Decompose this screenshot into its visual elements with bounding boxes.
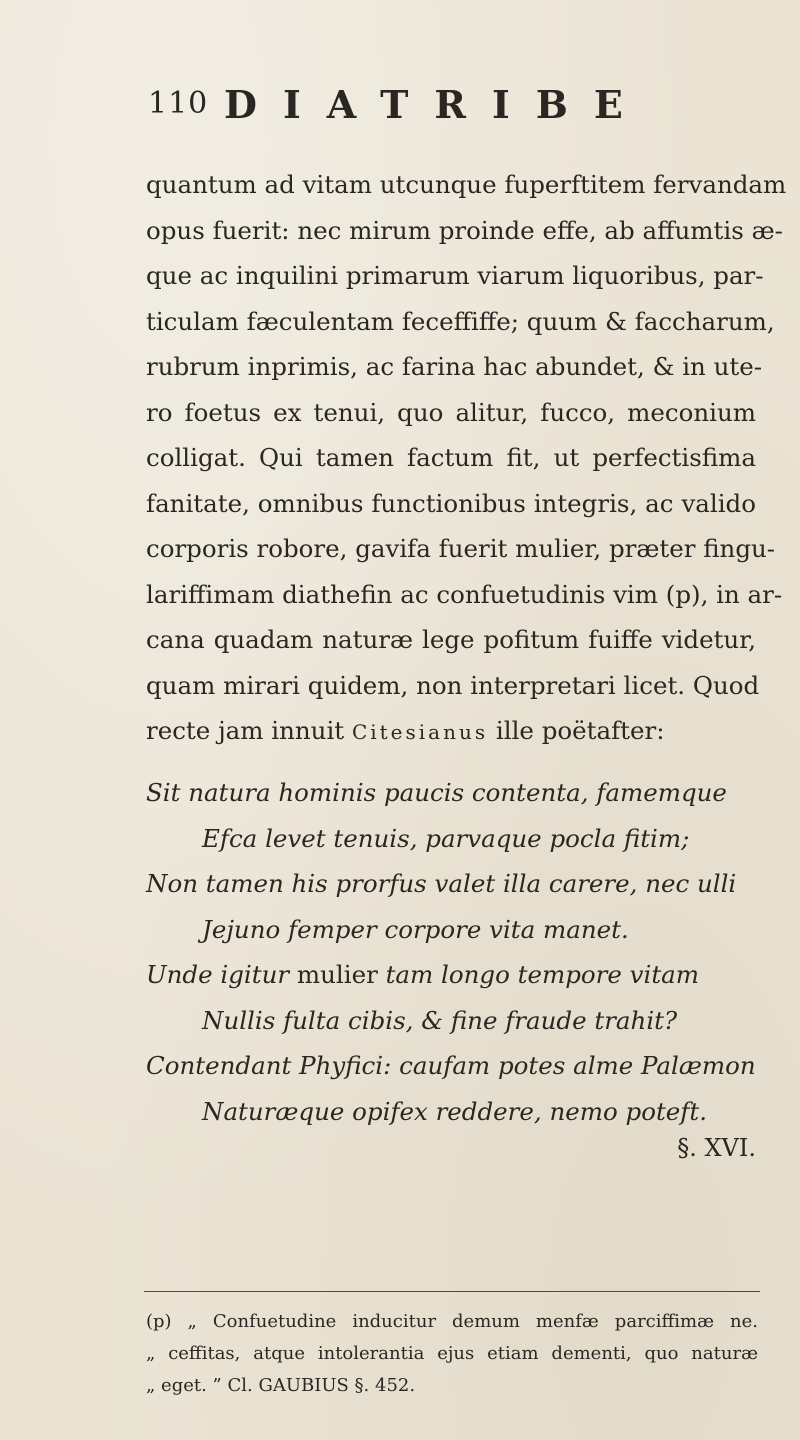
page-number: 110: [148, 86, 209, 121]
footnote-line: (p) „ Confuetudine inducitur demum menfæ parciffimæ ne.: [146, 1311, 758, 1332]
text-line: cana quadam naturæ lege pofitum fuiffe videtur,: [146, 625, 756, 654]
text-fragment: recte jam innuit: [146, 716, 352, 745]
footnote-line: „ eget. ” Cl. GAUBIUS §. 452.: [146, 1375, 416, 1396]
poem-quote: [146, 770, 756, 1174]
poem-line: Nullis fulta cibis, & fine fraude trahit?: [202, 1005, 678, 1035]
footnote-rule: [144, 1291, 760, 1292]
poem-line: Non tamen his prorfus valet illa carere, nec ulli: [146, 869, 737, 898]
text-line-last: [146, 708, 756, 756]
text-line: corporis robore, gavifa fuerit mulier, præter fingu-: [146, 534, 776, 563]
author-name: Citesianus: [351, 720, 489, 744]
text-fragment: mulier: [296, 960, 378, 989]
text-fragment: ille poëtafter:: [488, 716, 665, 745]
text-fragment: Unde igitur: [146, 960, 297, 989]
text-line: fanitate, omnibus functionibus integris, ac valido: [146, 488, 756, 518]
text-line: ticulam fæculentam feceffiffe; quum & faccharum,: [146, 306, 775, 336]
footnote-line: „ ceffitas, atque intolerantia ejus etiam dementi, quo naturæ: [146, 1343, 758, 1364]
catchword: §. XVI.: [677, 1134, 756, 1162]
text-line: que ac inquilini primarum viarum liquoribus, par-: [146, 261, 764, 290]
poem-line: Naturæque opifex reddere, nemo poteft.: [202, 1096, 707, 1126]
running-title: DIATRIBE: [224, 82, 649, 127]
poem-line: [146, 952, 756, 998]
page-header: [148, 82, 768, 132]
footnote: [146, 1306, 758, 1402]
text-line: quam mirari quidem, non interpretari licet. Quod: [146, 670, 760, 700]
main-text: [146, 162, 787, 1162]
text-line: rubrum inprimis, ac farina hac abundet, & in ute-: [146, 352, 763, 381]
text-line: opus fuerit: nec mirum proinde effe, ab affumtis æ-: [146, 215, 783, 245]
text-line: quantum ad vitam utcunque fuperftitem fervandam: [146, 170, 787, 199]
text-line: colligat. Qui tamen factum fit, ut perfectisfima: [146, 443, 756, 472]
poem-line: Sit natura hominis paucis contenta, famemque: [146, 778, 727, 807]
poem-line: Efca levet tenuis, parvaque pocla fitim;: [202, 823, 690, 853]
text-fragment: tam longo tempore vitam: [377, 960, 700, 989]
text-line: lariffimam diathefin ac confuetudinis vim (p), in ar-: [146, 579, 783, 609]
poem-line: Contendant Phyfici: caufam potes alme Palæmon: [146, 1051, 756, 1080]
poem-line: Jejuno femper corpore vita manet.: [202, 914, 629, 944]
text-line: ro foetus ex tenui, quo alitur, fucco, meconium: [146, 397, 756, 427]
